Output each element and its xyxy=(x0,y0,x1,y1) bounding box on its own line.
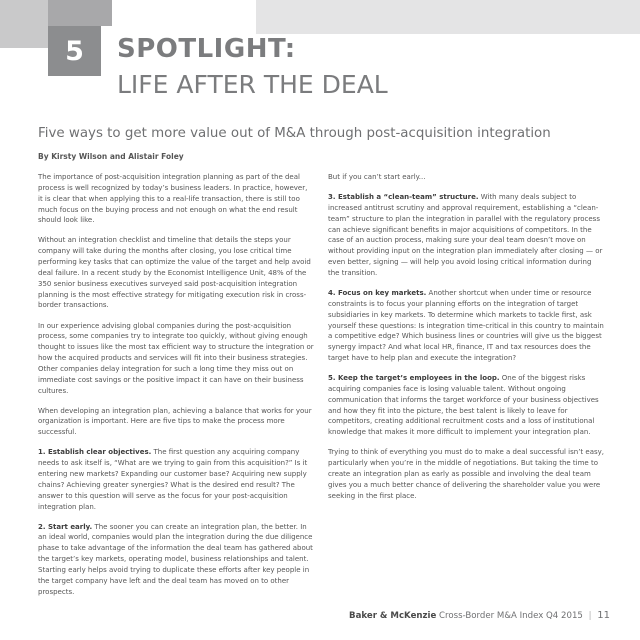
article-paragraph xyxy=(328,172,605,183)
footer-separator: | xyxy=(588,611,592,621)
paragraph-text: In our experience advising global companies during the post-acquisition process, some companies try to integrate too quickly, without giving enough thought to issues like the most tax efficient way to structure the integration or how the acquired products and services will fit into their business strategies. Other companies delay integration for such a long time they miss out on immediate cost savings or the positive impact it can have on their business cultures. xyxy=(38,321,314,395)
article-paragraph xyxy=(38,522,314,598)
paragraph-lead: 2. Start early. xyxy=(38,522,93,531)
paragraph-lead: 4. Focus on key markets. xyxy=(328,288,427,297)
article-column-left xyxy=(38,172,314,607)
page-subtitle: LIFE AFTER THE DEAL xyxy=(117,70,388,99)
page-title: SPOTLIGHT: xyxy=(117,34,296,64)
article-paragraph xyxy=(38,406,314,439)
footer-brand: Baker & McKenzie xyxy=(349,611,437,621)
section-number: 5 xyxy=(65,35,84,67)
article-paragraph xyxy=(38,235,314,311)
paragraph-text: When developing an integration plan, achieving a balance that works for your organization is important. Here are five tips to make the process more successful. xyxy=(38,406,312,437)
article-paragraph xyxy=(38,172,314,226)
paragraph-lead: 1. Establish clear objectives. xyxy=(38,448,152,457)
article-paragraph xyxy=(38,321,314,397)
paragraph-lead: 3. Establish a “clean-team” structure. xyxy=(328,193,479,202)
article-paragraph xyxy=(328,192,605,279)
page-footer xyxy=(349,610,610,621)
article-paragraph xyxy=(328,447,605,501)
decorative-square-dark xyxy=(48,0,112,26)
page-number: 11 xyxy=(597,610,610,621)
paragraph-text: The first question any acquiring company needs to ask itself is, “What are we trying to gain from this acquisition?” Is it entering new markets? Expanding our customer base? Acquiring new supply chains? Achieving greater synergies? What is the desired end result? The answer to this question will serve as the focus for your post-acquisition integration plan. xyxy=(38,448,308,511)
paragraph-text: The importance of post-acquisition integration planning as part of the deal process is well recognized by today’s business leaders. In practice, however, it is clear that when applying this to a real-life transaction, there is still too much focus on the buying process and not enough on what the end result should look like. xyxy=(38,173,308,225)
paragraph-lead: 5. Keep the target’s employees in the loop. xyxy=(328,374,500,383)
article-byline: By Kirsty Wilson and Alistair Foley xyxy=(38,152,184,161)
article-paragraph xyxy=(328,373,605,438)
footer-publication: Cross-Border M&A Index Q4 2015 xyxy=(439,611,583,621)
decorative-square-light xyxy=(0,0,48,48)
paragraph-text: With many deals subject to increased antitrust scrutiny and approval requirement, establishing a “clean-team” structure to plan the integration in parallel with the regulatory process can achieve significant benefits in major acquisitions of competitors. In the case of an auction process, making sure your deal team doesn’t move on without providing input on the integration plan immediately after closing — or even better, signing — will help you avoid losing critical information during the transition. xyxy=(328,193,603,277)
paragraph-text: But if you can’t start early... xyxy=(328,173,426,181)
article-deck: Five ways to get more value out of M&A through post-acquisition integration xyxy=(38,126,551,141)
article-paragraph xyxy=(38,447,314,512)
article-column-right xyxy=(328,172,605,511)
article-paragraph xyxy=(328,288,605,364)
paragraph-text: Trying to think of everything you must do to make a deal successful isn’t easy, particularly when you’re in the middle of negotiations. But taking the time to create an integration plan as early as possible and involving the deal team gives you a much better chance of delivering the shareholder value you were seeking in the first place. xyxy=(328,448,605,500)
paragraph-text: The sooner you can create an integration plan, the better. In an ideal world, companies would plan the integration during the due diligence phase to take advantage of the information the deal team has gathered about the target’s key markets, operating model, business relationships and talent. Starting early helps avoid trying to duplicate these efforts after key people in the target company have left and the deal team has moved on to other prospects. xyxy=(38,522,313,596)
decorative-bar-right xyxy=(256,0,640,34)
section-number-badge xyxy=(48,26,101,76)
paragraph-text: Another shortcut when under time or resource constraints is to focus your planning efforts on the integration of target subsidiaries in key markets. To determine which markets to tackle first, ask yourself these questions: Is integration time-critical in this country to maintain a competitive edge? Which business lines or countries will give us the biggest synergy impact? And what local HR, finance, IT and tax resources does the target have to help plan and execute the integration? xyxy=(328,288,604,363)
paragraph-text: Without an integration checklist and timeline that details the steps your company will take during the months after closing, you lose critical time performing key tasks that can optimize the value of the target and help avoid deal failure. In a recent study by the Economist Intelligence Unit, 48% of the 350 senior business executives surveyed said post-acquisition integration planning is the most effective strategy for mitigating execution risk in cross-border transactions. xyxy=(38,236,311,310)
paragraph-text: One of the biggest risks acquiring companies face is losing valuable talent. Without ongoing communication that informs the target workforce of your business objectives and how they fit into the picture, the best talent is likely to leave for competitors, creating additional recruitment costs and a loss of institutional knowledge that makes it more difficult to implement your integration plan. xyxy=(328,374,599,437)
